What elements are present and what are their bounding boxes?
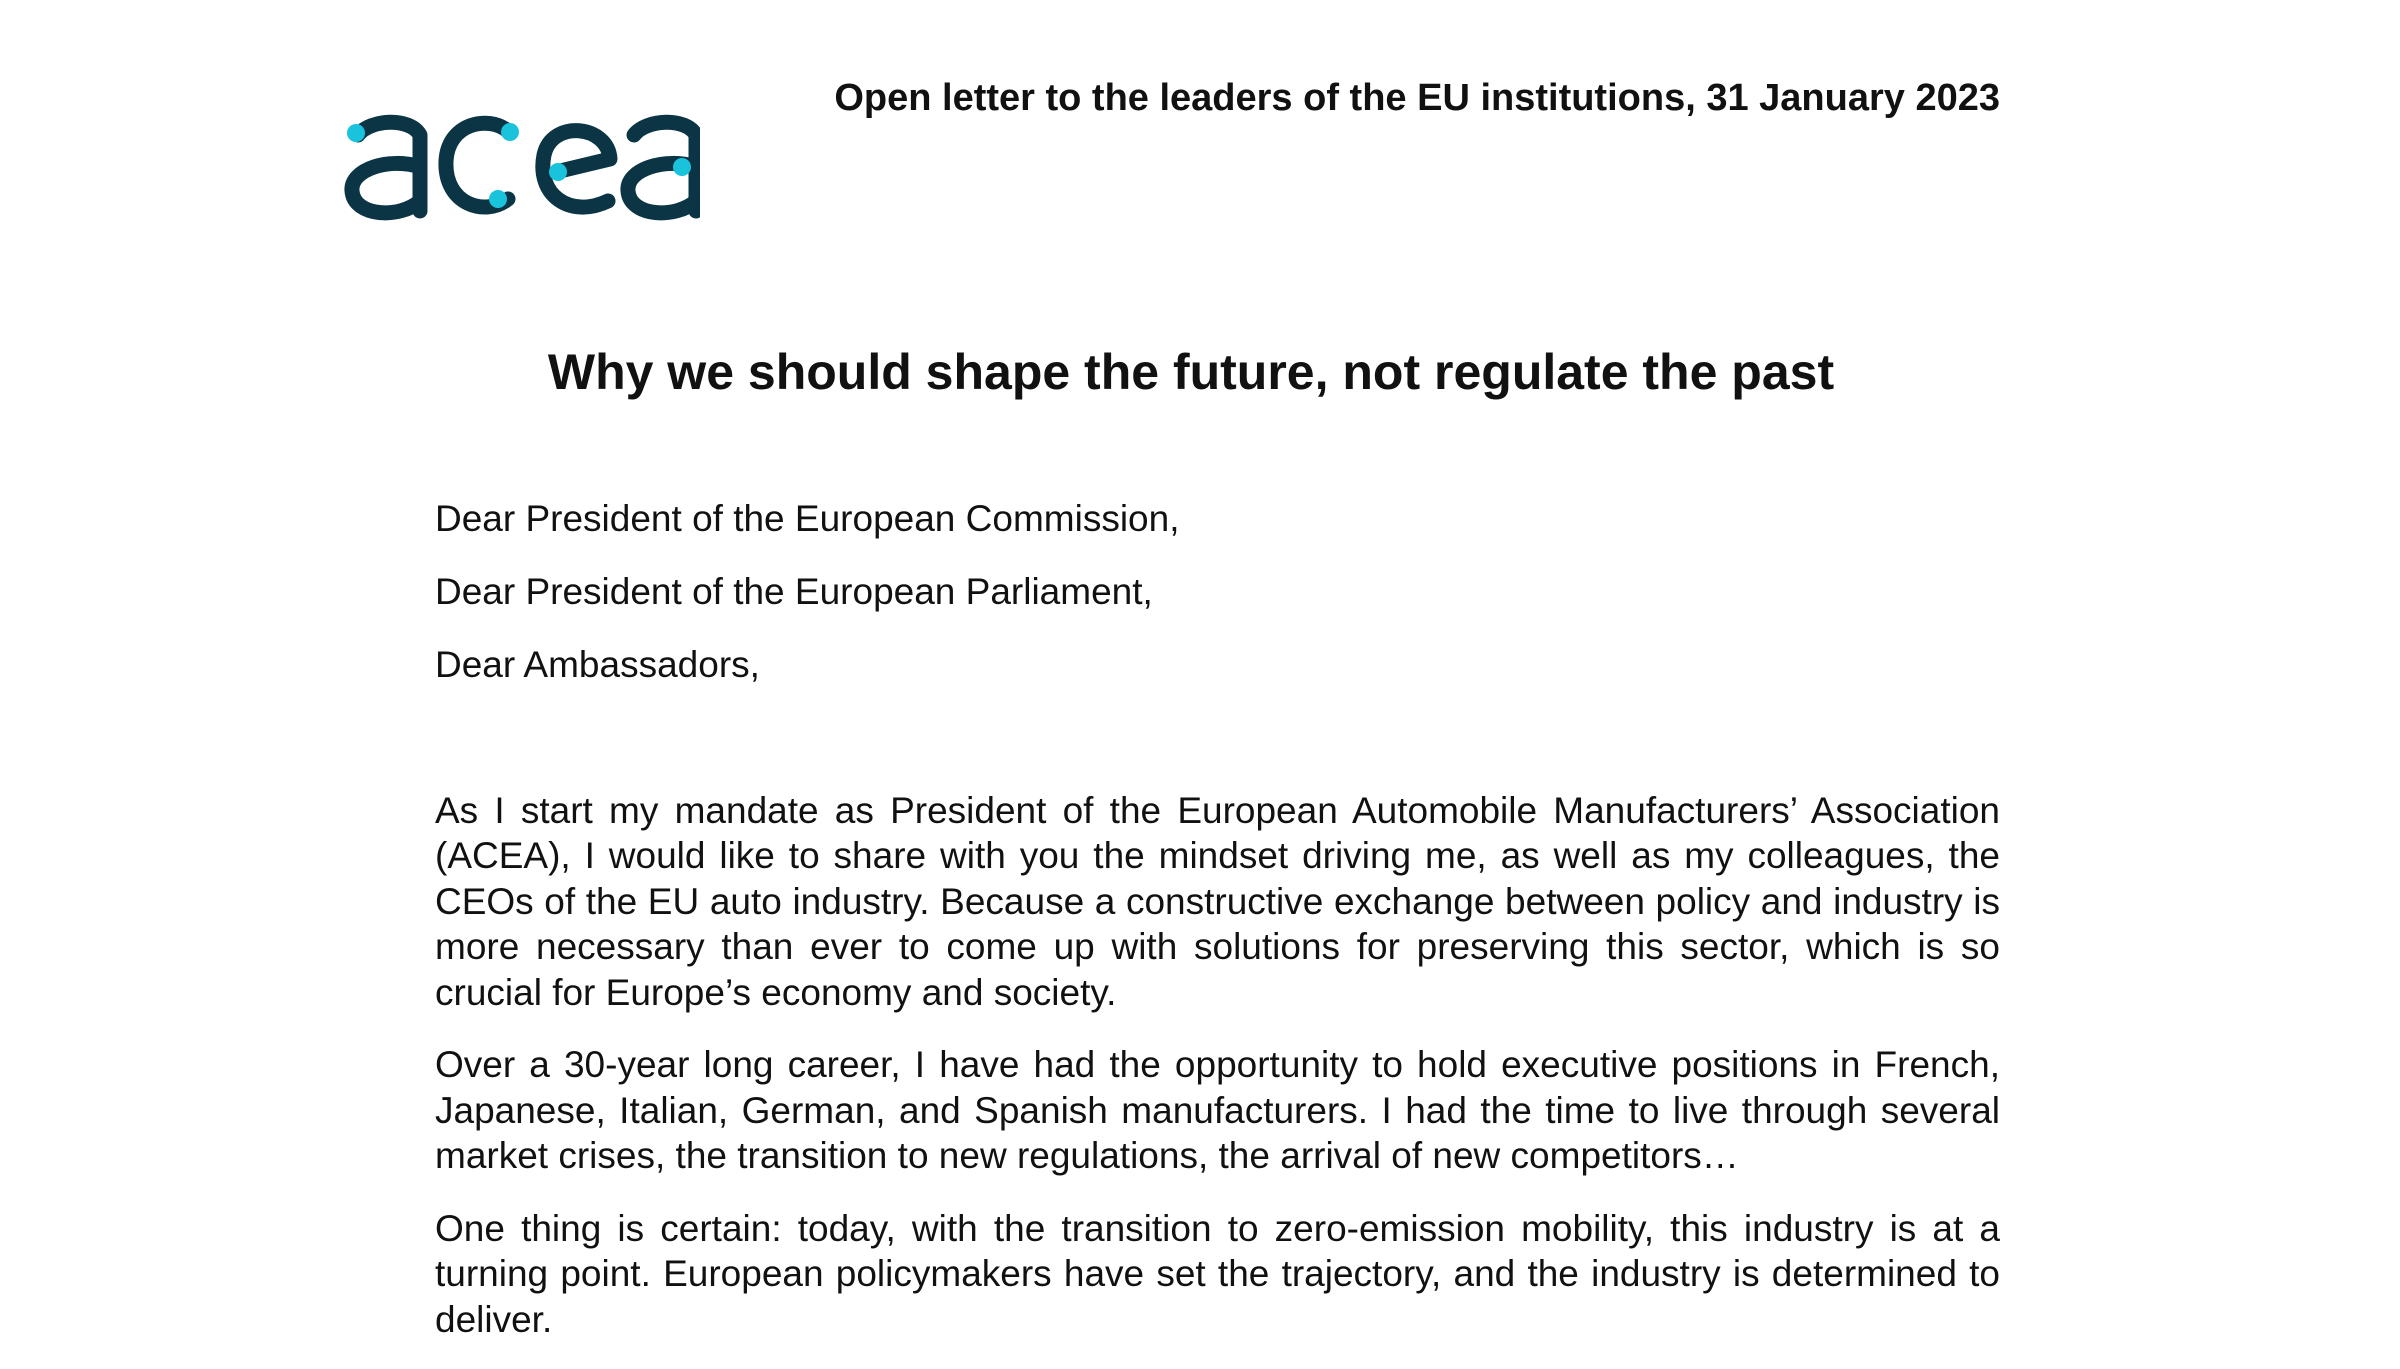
salutation-ambassadors: Dear Ambassadors,	[435, 644, 760, 685]
letter-body	[435, 496, 2000, 1369]
salutation-parliament: Dear President of the European Parliament,	[435, 571, 1153, 612]
salutations	[435, 496, 2000, 688]
salutation-commission: Dear President of the European Commission,	[435, 498, 1180, 539]
letter-title-row	[0, 342, 2400, 402]
paragraph-turning-point: One thing is certain: today, with the transition to zero-emission mobility, this industry is at a turning point. European policymakers have set the trajectory, and the industry is determined to deliver.	[435, 1207, 2000, 1340]
letter-dateline: Open letter to the leaders of the EU institutions, 31 January 2023	[834, 77, 2000, 119]
paragraph-career: Over a 30-year long career, I have had the opportunity to hold executive positions in French, Japanese, Italian, German, and Spanish manufacturers. I had the time to live through several market crises, the transition to new regulations, the arrival of new competitors…	[435, 1044, 2000, 1176]
acea-logo	[340, 95, 700, 235]
paragraph-intro: As I start my mandate as President of the European Automobile Manufacturers’ Association (ACEA), I would like to share with you the mindset driving me, as well as my colleagues, the CEOs of the EU auto industry. Because a constructive exchange between policy and industry is more necessary than ever to come up with solutions for preserving this sector, which is so crucial for Europe’s economy and society.	[435, 789, 2000, 1013]
letter-title: Why we should shape the future, not regulate the past	[547, 344, 1835, 400]
